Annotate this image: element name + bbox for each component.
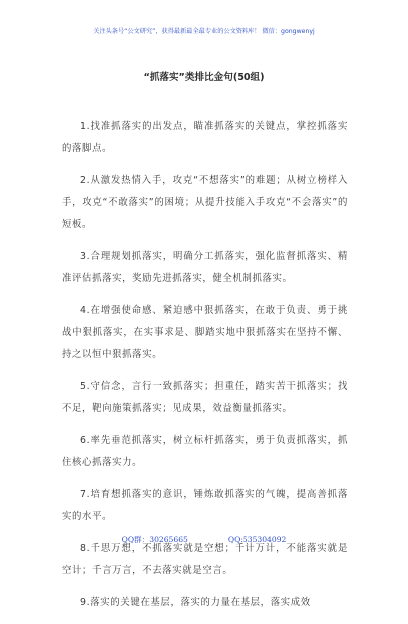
paragraph-1: 1.找准抓落实的出发点，瞄准抓落实的关键点，掌控抓落实的落脚点。 (62, 121, 348, 154)
paragraph-5: 5.守信念，言行一致抓落实；担重任，踏实苦干抓落实；找不足，靶向施策抓落实；见成果，效益衡量抓落实。 (62, 381, 348, 414)
footer-qq-group: QQ群：30265665 (121, 535, 188, 544)
paragraph-4: 4.在增强使命感、紧迫感中狠抓落实，在敢于负责、勇于挑战中狠抓落实，在实事求是、脚踏实地中狠抓落实在坚持不懈、持之以恒中狠抓落实。 (62, 305, 348, 360)
paragraph-6: 6.率先垂范抓落实，树立标杆抓落实，勇于负责抓落实，抓住核心抓落实力。 (62, 435, 348, 468)
paragraph-8: 8.千思万想，不抓落实就是空想；千计万计，不能落实就是空计；千言万言，不去落实就是空言。 (62, 543, 348, 576)
footer-qq-number: QQ:535304092 (227, 535, 287, 544)
paragraph-3: 3.合理规划抓落实，明确分工抓落实，强化监督抓落实、精准评估抓落实，奖励先进抓落实，健全机制抓落实。 (62, 251, 348, 284)
paragraph-9: 9.落实的关键在基层，落实的力量在基层，落实成效 (80, 597, 311, 608)
header-note: 关注头条号“公文研究”，获得最新最全最专业的公文资料库！ 微信：gongwenyj (93, 28, 315, 35)
paragraph-2: 2.从激发热情入手，攻克“不想落实”的难题；从树立榜样入手，攻克“不敢落实”的困境；从提升技能入手攻克“不会落实”的短板。 (62, 175, 348, 230)
paragraph-7: 7.培育想抓落实的意识，锤炼敢抓落实的气魄，提高善抓落实的水平。 (62, 489, 348, 522)
document-title: “抓落实”类排比金句(50组) (143, 72, 265, 83)
paragraph-list (62, 116, 348, 624)
footer-contact (0, 534, 408, 545)
